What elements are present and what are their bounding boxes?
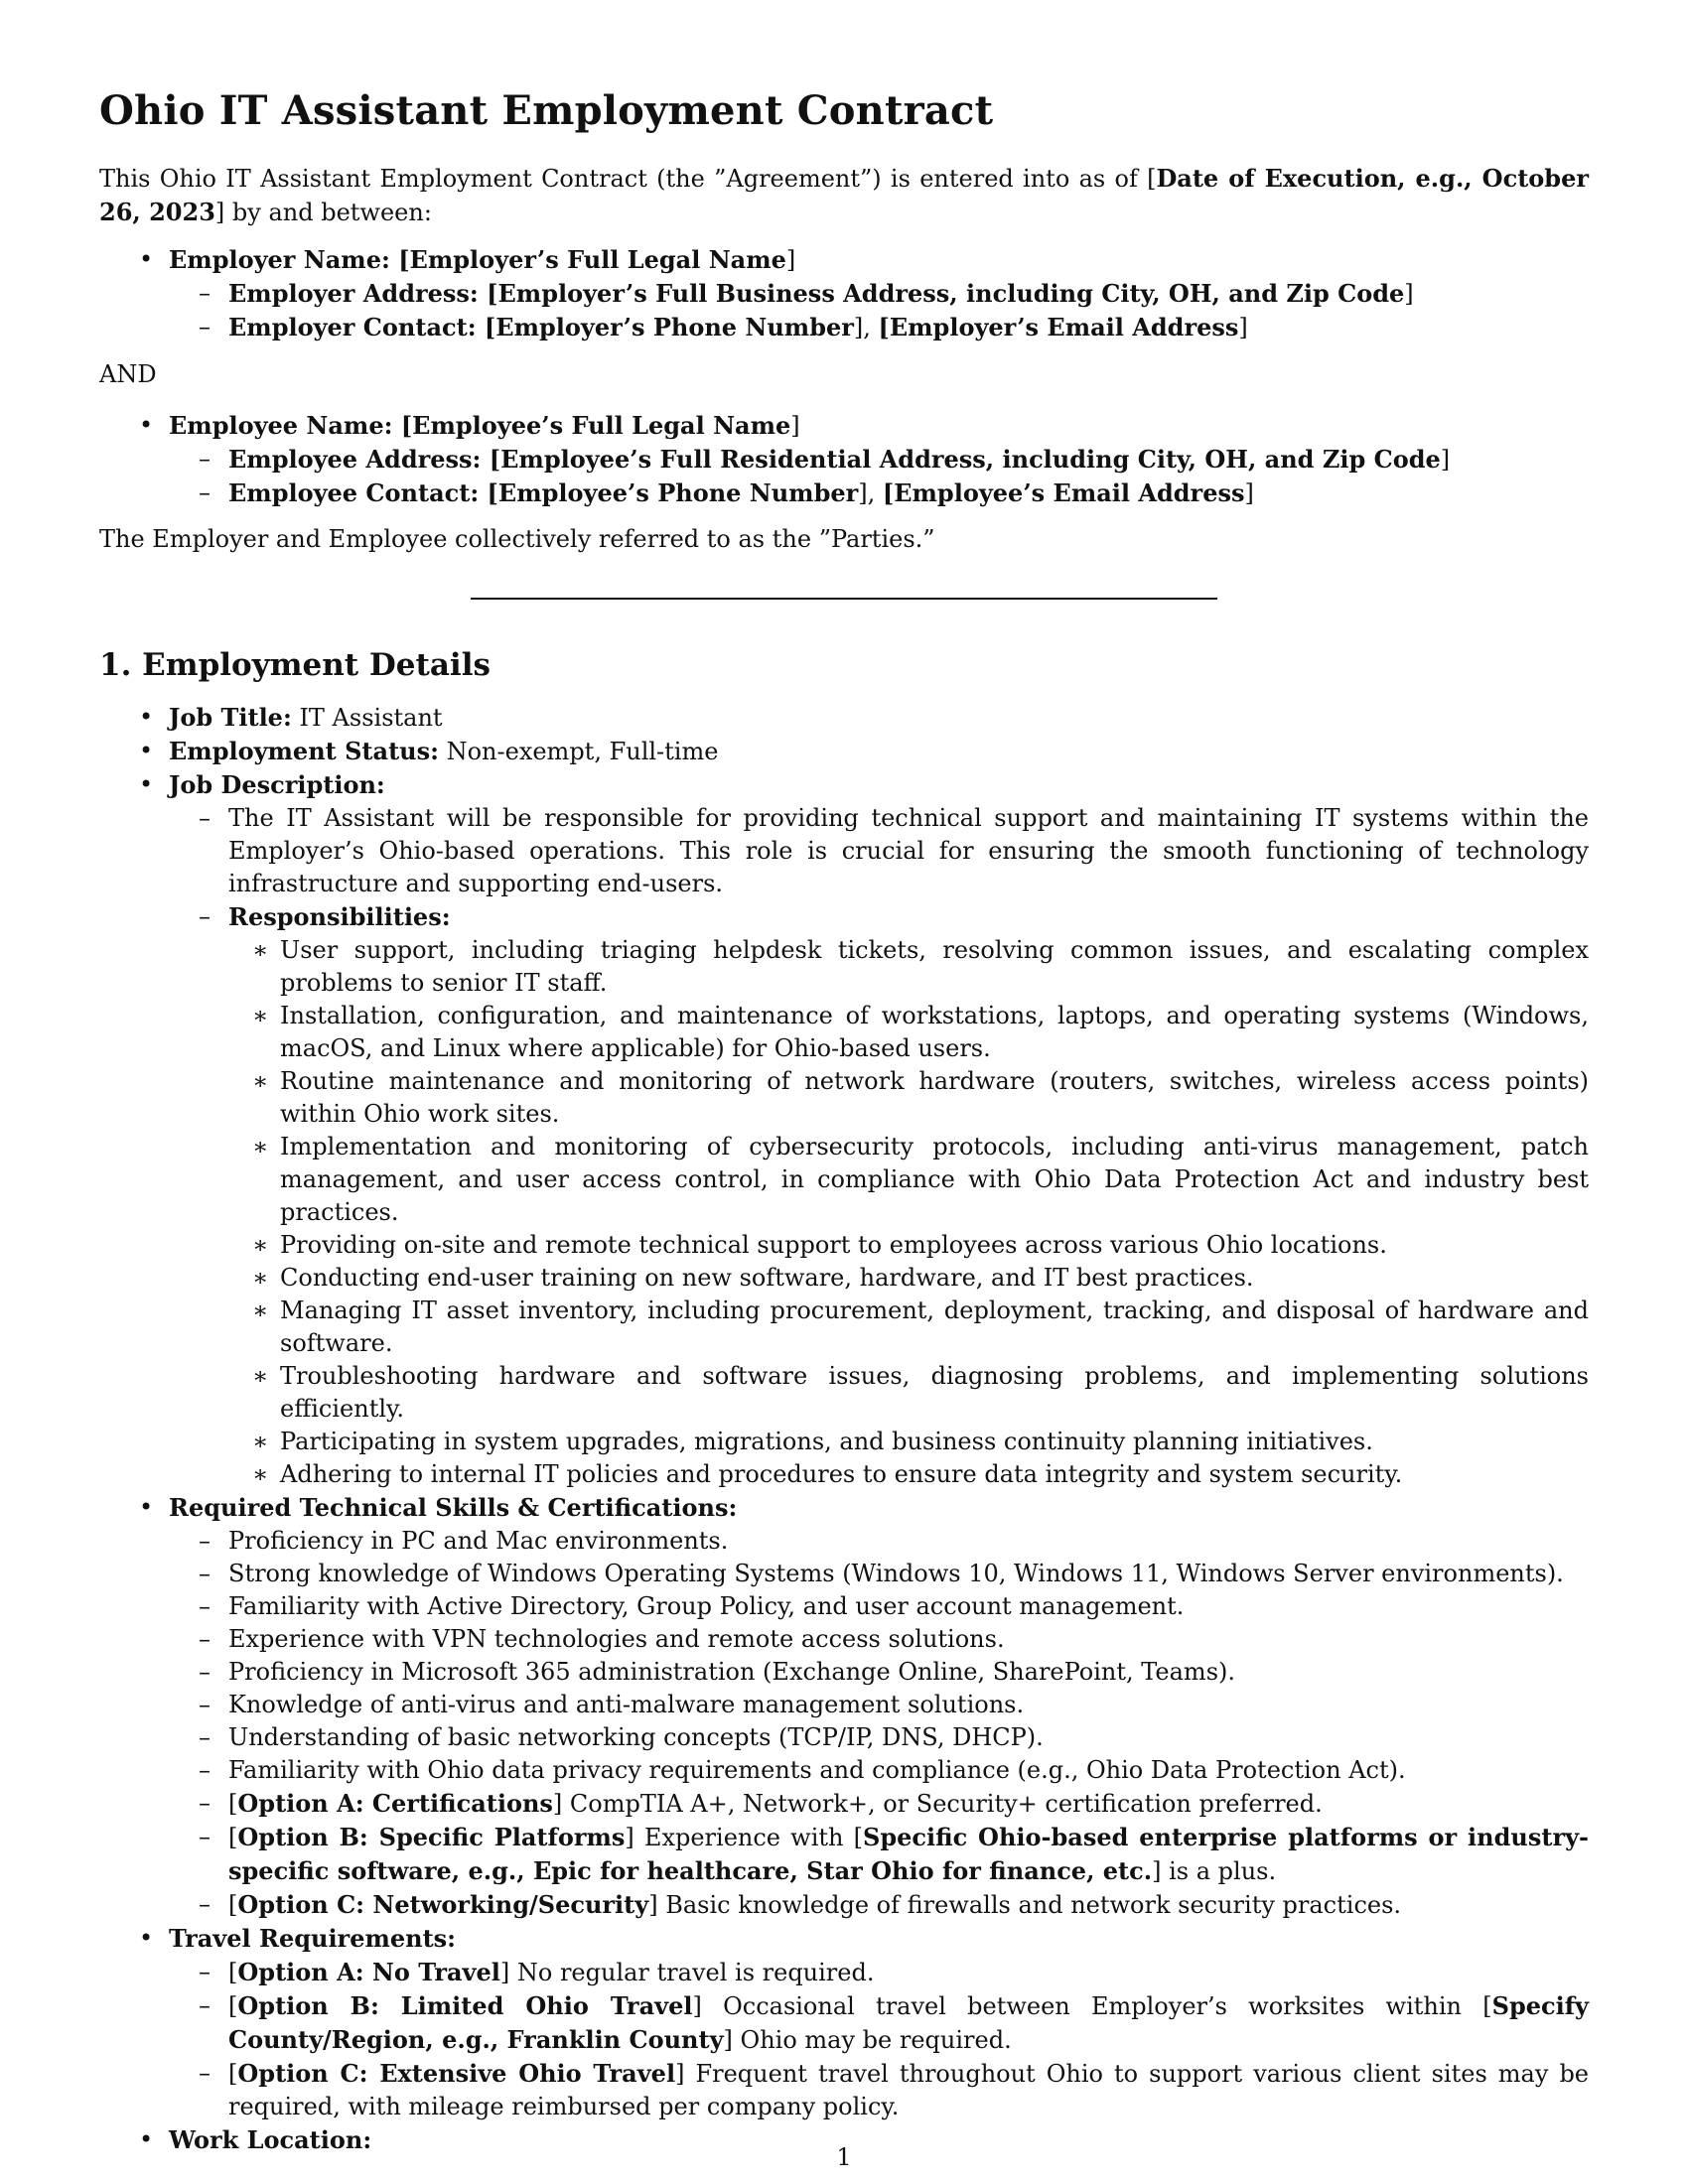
job-description-text: – The IT Assistant will be responsible for providing technical support and maintaining IT systems within the Employer’s Ohio-based operations. This role is crucial for ensuring the smooth functioning of technology infrastructure and supporting end-users. [99, 802, 1589, 900]
travel-option-b-text: Occasional travel between Employer’s worksites within [ [701, 1992, 1492, 2020]
employer-address-label: Employer Address: [228, 279, 488, 308]
section-heading-employment-details: 1. Employment Details [99, 647, 491, 683]
travel-option-b-label: Option B: Limited Ohio Travel [237, 1991, 693, 2020]
travel-option-b-text-end: ] Ohio may be required. [723, 2026, 1012, 2054]
job-title-label: Job Title: [169, 703, 292, 732]
employee-email-placeholder: [Employee’s Email Address [882, 478, 1245, 507]
execution-date-placeholder: Date of Execution, e.g., October 26, 2023 [99, 164, 1589, 226]
option-b-label: Option B: Specific Platforms [237, 1823, 626, 1851]
responsibilities-item [99, 900, 1589, 1491]
option-c-label: Option C: Networking/Security [237, 1890, 649, 1919]
skills-list [169, 1525, 1589, 1922]
employee-name-label: Employee Name: [169, 411, 401, 440]
travel-option-a-text: No regular travel is required. [509, 1959, 875, 1986]
travel-region-placeholder: Specify County/Region, e.g., Franklin County [228, 1991, 1589, 2054]
intro-text-end: ] by and between: [214, 199, 432, 226]
employment-status-item [99, 735, 1589, 768]
employer-name-label: Employer Name: [169, 245, 399, 274]
job-title-item [99, 701, 1589, 735]
intro-paragraph [99, 162, 1589, 229]
employee-block [99, 409, 1589, 510]
option-c-text: Basic knowledge of firewalls and network security practices. [657, 1891, 1402, 1919]
responsibility-item: ∗ Implementation and monitoring of cybersecurity protocols, including anti-virus management, patch management, and user access control, in compliance with Ohio Data Protection Act and industry best practices. [99, 1131, 1589, 1229]
and-separator: AND [99, 360, 157, 388]
employer-address-item: – Employer Address: [Employer’s Full Business Address, including City, OH, and Zip Code] [99, 277, 1589, 311]
job-title-value: IT Assistant [291, 704, 443, 732]
intro-text: This Ohio IT Assistant Employment Contract (the ”Agreement”) is entered into as of [ [99, 165, 1157, 193]
job-description-label: Job Description: [169, 770, 385, 799]
responsibility-item: ∗ Troubleshooting hardware and software issues, diagnosing problems, and implementing solutions efficiently. [99, 1360, 1589, 1426]
option-a-text: CompTIA A+, Network+, or Security+ certification preferred. [562, 1790, 1323, 1818]
skill-item: – Knowledge of anti-virus and anti-malware management solutions. [99, 1689, 1589, 1721]
employment-status-value: Non-exempt, Full-time [438, 738, 719, 765]
job-description-item [99, 768, 1589, 1491]
employer-contact-label: Employer Contact: [228, 313, 485, 341]
work-location-label: Work Location: [169, 2125, 372, 2154]
employer-block [99, 243, 1589, 344]
page-number: 1 [836, 2143, 852, 2171]
option-b-text: Experience with [ [633, 1824, 863, 1851]
skills-option-b: – [Option B: Specific Platforms] Experience with [Specific Ohio-based enterprise platforms or industry-specific software, e.g., Epic for healthcare, Star Ohio for finance, etc.] is a plus. [99, 1821, 1589, 1888]
parties-definition: The Employer and Employee collectively referred to as the ”Parties.” [99, 525, 935, 553]
responsibility-item: ∗ Routine maintenance and monitoring of network hardware (routers, switches, wireless access points) within Ohio work sites. [99, 1065, 1589, 1131]
employer-phone-placeholder: [Employer’s Phone Number [484, 313, 854, 341]
skills-item [99, 1491, 1589, 1922]
employee-address-item: – Employee Address: [Employee’s Full Residential Address, including City, OH, and Zip Code] [99, 443, 1589, 477]
employment-details-list [99, 701, 1589, 2157]
employee-phone-placeholder: [Employee’s Phone Number [487, 478, 859, 507]
employer-contact-item: – Employer Contact: [Employer’s Phone Number], [Employer’s Email Address] [99, 311, 1589, 344]
skills-label: Required Technical Skills & Certifications: [169, 1493, 738, 1522]
horizontal-rule [471, 598, 1217, 600]
employment-status-label: Employment Status: [169, 737, 439, 765]
employee-contact-item: – Employee Contact: [Employee’s Phone Number], [Employee’s Email Address] [99, 477, 1589, 510]
responsibilities-label: Responsibilities: [228, 902, 451, 931]
travel-option-c-label: Option C: Extensive Ohio Travel [237, 2059, 676, 2088]
skills-option-c: – [Option C: Networking/Security] Basic knowledge of firewalls and network security practices. [99, 1888, 1589, 1922]
document-title: Ohio IT Assistant Employment Contract [99, 87, 994, 134]
travel-option-a: – [Option A: No Travel] No regular travel is required. [99, 1956, 1589, 1989]
employer-name-item: • Employer Name: [Employer’s Full Legal Name] – Employer Address: [Employer’s Full Business Address, including City, OH, and Zip Code] – Employer Contact: [Employer’s Phone Number], [Employer’s Email Address] [99, 243, 1589, 344]
responsibility-item: ∗ Adhering to internal IT policies and procedures to ensure data integrity and system security. [99, 1458, 1589, 1491]
travel-option-c: – [Option C: Extensive Ohio Travel] Frequent travel throughout Ohio to support various client sites may be required, with mileage reimbursed per company policy. [99, 2057, 1589, 2123]
skill-item: – Proficiency in Microsoft 365 administration (Exchange Online, SharePoint, Teams). [99, 1656, 1589, 1689]
employee-name-item: • Employee Name: [Employee’s Full Legal Name] – Employee Address: [Employee’s Full Residential Address, including City, OH, and Zip Code] – Employee Contact: [Employee’s Phone Number], [Employee’s Email Address] [99, 409, 1589, 510]
responsibility-item: ∗ Conducting end-user training on new software, hardware, and IT best practices. [99, 1262, 1589, 1295]
option-b-platforms-placeholder: Specific Ohio-based enterprise platforms or industry-specific software, e.g., Epic for healthcare, Star Ohio for finance, etc. [228, 1823, 1589, 1885]
employer-email-placeholder: [Employer’s Email Address [878, 313, 1239, 341]
responsibility-item: ∗ Installation, configuration, and maintenance of workstations, laptops, and operating systems (Windows, macOS, and Linux where applicable) for Ohio-based users. [99, 1000, 1589, 1065]
travel-item [99, 1922, 1589, 2123]
employee-address-placeholder: [Employee’s Full Residential Address, including City, OH, and Zip Code [489, 445, 1441, 474]
travel-option-c-text: Frequent travel throughout Ohio to support various client sites may be required, with mileage reimbursed per company policy. [228, 2060, 1590, 2120]
responsibility-item: ∗ Providing on-site and remote technical support to employees across various Ohio locations. [99, 1229, 1589, 1262]
skill-item: – Understanding of basic networking concepts (TCP/IP, DNS, DHCP). [99, 1721, 1589, 1754]
responsibility-item: ∗ Participating in system upgrades, migrations, and business continuity planning initiatives. [99, 1426, 1589, 1458]
responsibility-item: ∗ Managing IT asset inventory, including procurement, deployment, tracking, and disposal of hardware and software. [99, 1295, 1589, 1360]
employer-name-placeholder: [Employer’s Full Legal Name [398, 245, 786, 274]
employee-contact-label: Employee Contact: [228, 478, 488, 507]
employee-address-label: Employee Address: [228, 445, 490, 474]
travel-label: Travel Requirements: [169, 1924, 457, 1953]
skills-option-a: – [Option A: Certifications] CompTIA A+, Network+, or Security+ certification preferred. [99, 1787, 1589, 1821]
responsibilities-list [228, 934, 1589, 1491]
skill-item: – Proficiency in PC and Mac environments. [99, 1525, 1589, 1558]
skill-item: – Strong knowledge of Windows Operating Systems (Windows 10, Windows 11, Windows Server environments). [99, 1558, 1589, 1590]
skill-item: – Familiarity with Ohio data privacy requirements and compliance (e.g., Ohio Data Protection Act). [99, 1754, 1589, 1787]
skill-item: – Experience with VPN technologies and remote access solutions. [99, 1623, 1589, 1656]
responsibility-item: ∗ User support, including triaging helpdesk tickets, resolving common issues, and escalating complex problems to senior IT staff. [99, 934, 1589, 1000]
option-a-label: Option A: Certifications [237, 1789, 553, 1818]
skill-item: – Familiarity with Active Directory, Group Policy, and user account management. [99, 1590, 1589, 1623]
travel-option-b: – [Option B: Limited Ohio Travel] Occasional travel between Employer’s worksites within [Specify County/Region, e.g., Franklin County] Ohio may be required. [99, 1989, 1589, 2057]
employer-address-placeholder: [Employer’s Full Business Address, including City, OH, and Zip Code [487, 279, 1405, 308]
travel-option-a-label: Option A: No Travel [237, 1958, 500, 1986]
employee-name-placeholder: [Employee’s Full Legal Name [400, 411, 791, 440]
option-b-text-end: ] is a plus. [1152, 1857, 1277, 1885]
